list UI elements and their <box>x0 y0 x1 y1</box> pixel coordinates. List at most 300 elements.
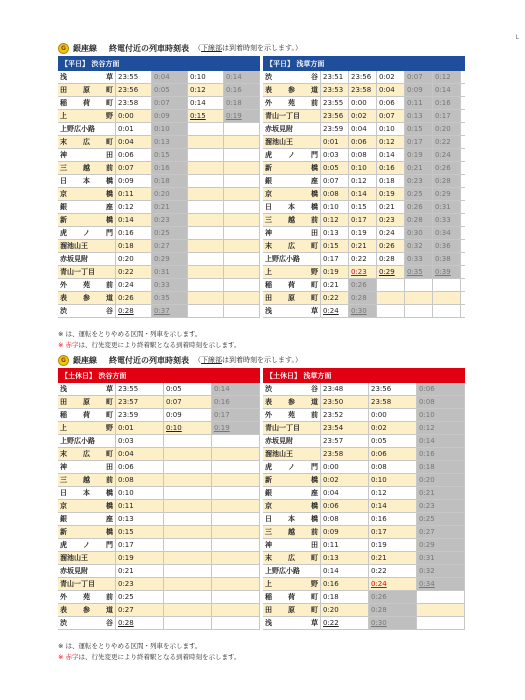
station-name <box>263 474 321 486</box>
empty-cell <box>164 526 212 538</box>
line-g-icon: G <box>58 355 69 366</box>
table-row <box>58 617 260 630</box>
time-cell: 0:10 <box>349 162 377 174</box>
empty-cell <box>212 565 260 577</box>
empty-cell <box>212 500 260 512</box>
table-row <box>263 292 465 305</box>
heading-note <box>194 355 302 365</box>
time-cell: 0:16 <box>417 448 465 460</box>
station-char: 荷 <box>83 99 90 107</box>
empty-cell <box>188 279 224 291</box>
time-cell: 0:13 <box>321 552 369 564</box>
empty-cell <box>212 474 260 486</box>
time-cell: 0:18 <box>116 240 152 252</box>
station-char: 町 <box>311 606 318 614</box>
empty-cell <box>417 617 465 629</box>
empty-cell <box>212 617 260 629</box>
time-cell: 0:28 <box>405 214 433 226</box>
station-char: 外 <box>265 99 272 107</box>
empty-cell <box>188 136 224 148</box>
time-cell: 23:58 <box>369 396 417 408</box>
station-char: ノ <box>83 229 90 237</box>
station-char: 道 <box>311 398 318 406</box>
time-cell: 0:21 <box>377 201 405 213</box>
time-cell: 0:06 <box>321 500 369 512</box>
table-row <box>263 409 465 422</box>
station-char: 田 <box>265 294 272 302</box>
time-cell: 0:23 <box>405 175 433 187</box>
time-cell: 0:05 <box>152 84 188 96</box>
station-char: 門 <box>311 151 318 159</box>
station-char: 門 <box>106 541 113 549</box>
station-char: 越 <box>83 164 90 172</box>
timetable-left <box>58 56 260 318</box>
station-char: 広 <box>288 554 295 562</box>
station-char: 広 <box>83 450 90 458</box>
station-char: 町 <box>106 411 113 419</box>
station-name <box>263 227 321 239</box>
empty-cell <box>224 188 260 200</box>
time-cell: 0:25 <box>417 513 465 525</box>
time-cell: 0:16 <box>152 162 188 174</box>
empty-cell <box>188 305 224 317</box>
time-cell: 0:06 <box>116 149 152 161</box>
station-char: 外 <box>265 411 272 419</box>
time-cell: 0:37 <box>152 305 188 317</box>
time-cell: 0:28 <box>116 617 164 629</box>
empty-cell <box>188 227 224 239</box>
time-cell: 0:16 <box>116 227 152 239</box>
note-underline: 下線部 <box>201 356 222 364</box>
timetable-right <box>263 56 465 318</box>
empty-cell <box>164 552 212 564</box>
time-cell: 0:15 <box>321 240 349 252</box>
time-cell: 23:48 <box>321 383 369 395</box>
time-cell: 0:28 <box>433 175 461 187</box>
empty-cell <box>224 123 260 135</box>
time-cell: 0:23 <box>377 214 405 226</box>
station-char: 本 <box>288 515 295 523</box>
time-cell: 0:01 <box>321 136 349 148</box>
time-cell: 23:59 <box>321 123 349 135</box>
station-char: 野 <box>311 268 318 276</box>
time-cell: 0:19 <box>116 552 164 564</box>
time-cell: 0:14 <box>377 149 405 161</box>
table-row <box>58 292 260 305</box>
station-char: 前 <box>311 528 318 536</box>
station-name <box>58 539 116 551</box>
time-cell: 0:17 <box>321 253 349 265</box>
empty-cell <box>164 474 212 486</box>
station-char: 浅 <box>60 385 67 393</box>
table-row <box>263 591 465 604</box>
station-char: 神 <box>265 541 272 549</box>
station-name <box>263 604 321 616</box>
station-char: 苑 <box>83 281 90 289</box>
station-char: 門 <box>106 229 113 237</box>
station-char: 渋 <box>265 73 272 81</box>
time-cell: 0:21 <box>349 240 377 252</box>
time-cell: 0:21 <box>152 201 188 213</box>
station-name <box>58 279 116 291</box>
station-char: 越 <box>288 216 295 224</box>
time-cell: 0:10 <box>152 123 188 135</box>
station-name <box>58 149 116 161</box>
station-char: 苑 <box>288 99 295 107</box>
time-cell: 23:55 <box>116 71 152 83</box>
station-char: 青山一丁目 <box>265 112 300 120</box>
empty-cell <box>224 136 260 148</box>
station-char: 三 <box>265 216 272 224</box>
time-cell: 0:23 <box>116 578 164 590</box>
station-char: 溜池山王 <box>60 554 88 562</box>
station-name <box>263 526 321 538</box>
empty-cell <box>433 279 461 291</box>
time-cell: 0:25 <box>116 591 164 603</box>
time-cell: 0:10 <box>369 474 417 486</box>
station-char: 荷 <box>288 593 295 601</box>
time-cell: 0:33 <box>152 279 188 291</box>
station-char: 表 <box>265 398 272 406</box>
time-cell: 23:55 <box>321 97 349 109</box>
empty-cell <box>433 292 461 304</box>
time-cell: 23:56 <box>321 110 349 122</box>
station-name <box>263 71 321 83</box>
time-cell: 0:12 <box>188 84 224 96</box>
time-cell: 0:02 <box>321 474 369 486</box>
time-cell: 0:09 <box>116 175 152 187</box>
time-cell: 0:30 <box>405 227 433 239</box>
station-name <box>263 578 321 590</box>
station-char: 橋 <box>106 502 113 510</box>
time-cell: 0:01 <box>116 123 152 135</box>
station-char: 原 <box>288 606 295 614</box>
station-char: 神 <box>60 151 67 159</box>
time-cell: 0:26 <box>405 201 433 213</box>
table-row <box>263 552 465 565</box>
time-cell: 0:14 <box>212 383 260 395</box>
table-row <box>58 227 260 240</box>
station-char: 谷 <box>311 73 318 81</box>
station-char: 町 <box>311 242 318 250</box>
table-row <box>263 578 465 591</box>
time-cell: 0:00 <box>321 461 369 473</box>
station-char: 前 <box>106 593 113 601</box>
time-cell: 0:06 <box>349 136 377 148</box>
time-cell: 0:19 <box>321 266 349 278</box>
station-char: 赤坂見附 <box>60 255 88 263</box>
time-cell: 0:02 <box>377 71 405 83</box>
table-row <box>58 97 260 110</box>
table-row <box>58 578 260 591</box>
time-cell: 0:08 <box>321 188 349 200</box>
time-cell: 0:05 <box>321 162 349 174</box>
empty-cell <box>212 539 260 551</box>
time-cell: 0:24 <box>116 279 152 291</box>
station-char: 稲 <box>60 411 67 419</box>
table-row <box>263 448 465 461</box>
time-cell: 0:27 <box>116 604 164 616</box>
time-cell: 0:21 <box>116 565 164 577</box>
empty-cell <box>224 240 260 252</box>
station-char: 末 <box>265 554 272 562</box>
station-char: 座 <box>311 489 318 497</box>
station-char: 上 <box>265 268 272 276</box>
station-char: 越 <box>83 476 90 484</box>
note-underline: 下線部 <box>201 44 222 52</box>
station-char: 日 <box>60 177 67 185</box>
station-name <box>263 539 321 551</box>
station-name <box>58 266 116 278</box>
station-name <box>58 578 116 590</box>
station-name <box>263 188 321 200</box>
time-cell: 0:01 <box>116 422 164 434</box>
time-cell: 0:30 <box>349 305 377 317</box>
station-char: 座 <box>106 203 113 211</box>
station-char: 田 <box>311 229 318 237</box>
empty-cell <box>188 266 224 278</box>
empty-cell <box>433 305 461 317</box>
empty-cell <box>188 240 224 252</box>
time-cell: 0:00 <box>369 409 417 421</box>
station-name <box>263 305 321 317</box>
station-name <box>263 435 321 447</box>
station-char: 虎 <box>265 463 272 471</box>
time-cell: 0:16 <box>224 84 260 96</box>
footnote-red-rest: は、行先変更により終着駅となる到着時刻を示します。 <box>78 341 241 349</box>
time-cell: 0:12 <box>417 422 465 434</box>
station-char: 新 <box>265 164 272 172</box>
empty-cell <box>224 253 260 265</box>
time-cell: 0:15 <box>188 110 224 122</box>
time-cell: 0:08 <box>321 513 369 525</box>
station-name <box>263 513 321 525</box>
station-char: 町 <box>106 86 113 94</box>
station-char: 橋 <box>311 476 318 484</box>
time-cell: 23:56 <box>369 383 417 395</box>
table-row <box>58 591 260 604</box>
station-char: 三 <box>265 528 272 536</box>
station-name <box>58 487 116 499</box>
station-char: 道 <box>106 606 113 614</box>
section-heading: 終電付近の列車時刻表 <box>109 43 189 53</box>
table-row <box>58 513 260 526</box>
table-row <box>58 253 260 266</box>
empty-cell <box>164 461 212 473</box>
time-cell: 0:34 <box>433 227 461 239</box>
empty-cell <box>212 513 260 525</box>
time-cell: 0:15 <box>405 123 433 135</box>
station-char: 町 <box>311 593 318 601</box>
table-row <box>263 565 465 578</box>
empty-cell <box>188 149 224 161</box>
time-cell: 0:22 <box>433 136 461 148</box>
station-name <box>263 409 321 421</box>
time-cell: 0:18 <box>224 97 260 109</box>
station-char: 稲 <box>265 281 272 289</box>
station-char: 橋 <box>106 216 113 224</box>
time-cell: 0:09 <box>164 409 212 421</box>
station-char: 赤坂見附 <box>265 437 293 445</box>
station-name <box>263 162 321 174</box>
station-name <box>58 110 116 122</box>
station-char: 町 <box>311 281 318 289</box>
station-char: 上野広小路 <box>60 125 95 133</box>
time-cell: 0:04 <box>152 71 188 83</box>
station-char: 新 <box>265 476 272 484</box>
empty-cell <box>377 279 405 291</box>
empty-cell <box>212 591 260 603</box>
time-cell: 0:08 <box>417 396 465 408</box>
note-rest: は到着時刻を示します。 <box>222 44 295 52</box>
time-cell: 0:19 <box>405 149 433 161</box>
time-cell: 0:26 <box>349 279 377 291</box>
station-name <box>58 292 116 304</box>
time-cell: 0:18 <box>377 175 405 187</box>
time-cell: 0:16 <box>212 396 260 408</box>
station-name <box>263 110 321 122</box>
station-char: 草 <box>311 307 318 315</box>
station-name <box>58 240 116 252</box>
table-row <box>263 84 465 97</box>
table-row <box>263 214 465 227</box>
station-char: 門 <box>311 463 318 471</box>
time-cell: 0:04 <box>349 123 377 135</box>
station-name <box>58 214 116 226</box>
station-char: 荷 <box>288 281 295 289</box>
time-cell: 0:32 <box>405 240 433 252</box>
station-char: 荷 <box>83 411 90 419</box>
station-char: 田 <box>106 151 113 159</box>
station-char: 前 <box>106 281 113 289</box>
time-cell: 0:05 <box>164 383 212 395</box>
footnote-red <box>58 652 478 662</box>
station-char: 京 <box>60 502 67 510</box>
time-cell: 0:11 <box>321 539 369 551</box>
table-row <box>58 435 260 448</box>
station-name <box>263 175 321 187</box>
time-cell: 0:16 <box>321 578 369 590</box>
time-cell: 0:13 <box>152 136 188 148</box>
table-row <box>58 305 260 318</box>
time-cell: 23:56 <box>116 84 152 96</box>
time-cell: 0:19 <box>224 110 260 122</box>
time-cell: 0:07 <box>164 396 212 408</box>
time-cell: 0:31 <box>417 552 465 564</box>
empty-cell <box>212 526 260 538</box>
time-cell: 0:14 <box>417 435 465 447</box>
empty-cell <box>212 448 260 460</box>
table-row <box>263 227 465 240</box>
station-name <box>58 500 116 512</box>
table-title: 【平日】 渋谷方面 <box>58 56 260 71</box>
station-char: ノ <box>83 541 90 549</box>
time-cell: 0:33 <box>405 253 433 265</box>
table-row <box>263 539 465 552</box>
station-char: 原 <box>83 86 90 94</box>
station-name <box>58 383 116 395</box>
station-char: 参 <box>288 398 295 406</box>
time-cell: 0:18 <box>321 591 369 603</box>
note-rest: は到着時刻を示します。 <box>222 356 295 364</box>
station-char: 銀 <box>265 177 272 185</box>
station-name <box>58 175 116 187</box>
time-cell: 0:03 <box>321 149 349 161</box>
table-row <box>263 136 465 149</box>
time-cell: 0:07 <box>377 110 405 122</box>
empty-cell <box>224 305 260 317</box>
time-cell: 23:59 <box>116 409 164 421</box>
empty-cell <box>164 487 212 499</box>
station-char: 橋 <box>106 489 113 497</box>
station-name <box>58 461 116 473</box>
table-row <box>58 175 260 188</box>
time-cell: 0:35 <box>405 266 433 278</box>
time-cell: 0:05 <box>369 435 417 447</box>
empty-cell <box>212 552 260 564</box>
time-cell: 0:21 <box>321 279 349 291</box>
time-cell: 0:22 <box>369 565 417 577</box>
time-cell: 0:20 <box>417 474 465 486</box>
station-char: 表 <box>265 86 272 94</box>
table-row <box>263 149 465 162</box>
station-char: 参 <box>288 86 295 94</box>
station-char: 参 <box>83 606 90 614</box>
station-char: 日 <box>265 203 272 211</box>
table-row <box>263 383 465 396</box>
station-name <box>58 526 116 538</box>
table-row <box>58 279 260 292</box>
time-cell: 0:26 <box>433 162 461 174</box>
time-cell: 0:13 <box>116 513 164 525</box>
time-cell: 0:27 <box>152 240 188 252</box>
table-row <box>263 513 465 526</box>
station-char: 町 <box>311 294 318 302</box>
time-cell: 0:20 <box>152 188 188 200</box>
empty-cell <box>188 253 224 265</box>
time-cell: 0:17 <box>369 526 417 538</box>
station-name <box>58 474 116 486</box>
station-char: 渋 <box>60 619 67 627</box>
time-cell: 0:04 <box>321 487 369 499</box>
table-row <box>58 123 260 136</box>
empty-cell <box>164 435 212 447</box>
table-row <box>58 552 260 565</box>
station-char: 京 <box>60 190 67 198</box>
station-char: 町 <box>311 554 318 562</box>
corner-mark: L <box>515 34 519 41</box>
time-cell: 0:26 <box>377 240 405 252</box>
time-cell: 0:19 <box>377 188 405 200</box>
timetable-right <box>263 368 465 630</box>
time-cell: 0:11 <box>405 97 433 109</box>
empty-cell <box>405 279 433 291</box>
time-cell: 0:09 <box>152 110 188 122</box>
time-cell: 0:22 <box>116 266 152 278</box>
empty-cell <box>224 227 260 239</box>
station-name <box>58 253 116 265</box>
table-row <box>263 240 465 253</box>
time-cell: 0:10 <box>188 71 224 83</box>
station-char: 草 <box>106 385 113 393</box>
line-name: 銀座線 <box>73 355 97 365</box>
time-cell: 0:21 <box>369 552 417 564</box>
empty-cell <box>405 305 433 317</box>
station-char: 銀 <box>60 203 67 211</box>
station-char: 赤坂見附 <box>60 567 88 575</box>
station-char: ノ <box>288 151 295 159</box>
empty-cell <box>224 175 260 187</box>
